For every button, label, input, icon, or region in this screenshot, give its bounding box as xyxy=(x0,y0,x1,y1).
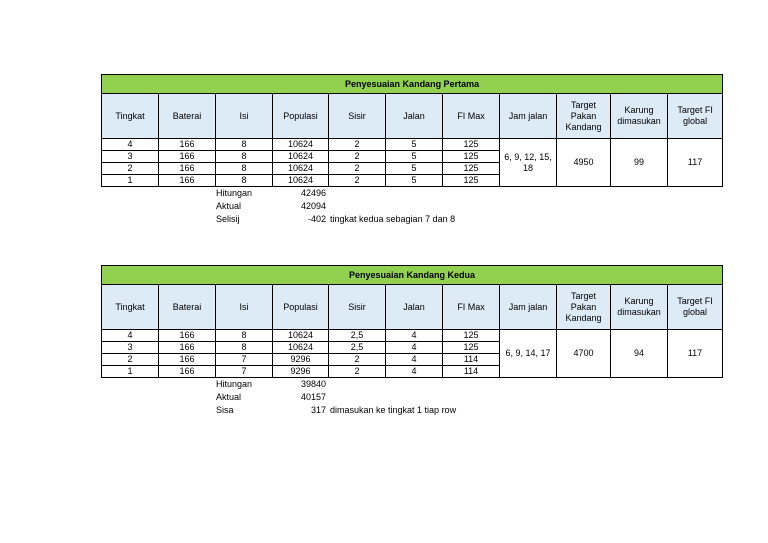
notes-kandang-pertama xyxy=(101,187,722,226)
cell-jalan: 4 xyxy=(386,342,443,354)
header-sisir: Sisir xyxy=(329,285,386,330)
header-jam-jalan: Jam jalan xyxy=(500,285,557,330)
cell-tingkat: 2 xyxy=(102,163,159,175)
header-karung: Karung dimasukan xyxy=(611,94,668,139)
cell-baterai: 166 xyxy=(159,330,216,342)
cell-isi: 8 xyxy=(216,330,273,342)
note-label: Aktual xyxy=(216,392,242,402)
cell-jalan: 5 xyxy=(386,151,443,163)
cell-sisir: 2 xyxy=(329,354,386,366)
note-value: 42496 xyxy=(300,188,326,198)
table-title: Penyesuaian Kandang Pertama xyxy=(102,75,723,94)
cell-fi-max: 125 xyxy=(443,151,500,163)
cell-jam-jalan: 6, 9, 12, 15, 18 xyxy=(500,139,557,187)
cell-jalan: 5 xyxy=(386,139,443,151)
cell-jalan: 4 xyxy=(386,354,443,366)
header-target-pakan: Target Pakan Kandang xyxy=(557,285,611,330)
cell-jalan: 4 xyxy=(386,330,443,342)
notes-kandang-kedua xyxy=(101,378,722,417)
note-text: dimasukan ke tingkat 1 tiap row xyxy=(330,405,457,415)
header-tingkat: Tingkat xyxy=(102,94,159,139)
header-fi-max: FI Max xyxy=(443,94,500,139)
table-kandang-pertama xyxy=(101,74,723,187)
cell-isi: 7 xyxy=(216,354,273,366)
note-value: -402 xyxy=(307,214,326,224)
cell-tingkat: 2 xyxy=(102,354,159,366)
cell-jalan: 5 xyxy=(386,163,443,175)
note-label: Selisij xyxy=(216,214,240,224)
note-row-aktual xyxy=(101,391,722,404)
cell-populasi: 10624 xyxy=(273,163,329,175)
cell-sisir: 2 xyxy=(329,366,386,378)
cell-tingkat: 1 xyxy=(102,366,159,378)
cell-baterai: 166 xyxy=(159,366,216,378)
note-row-aktual xyxy=(101,200,722,213)
cell-target-fi: 117 xyxy=(668,139,723,187)
cell-fi-max: 125 xyxy=(443,175,500,187)
header-sisir: Sisir xyxy=(329,94,386,139)
cell-fi-max: 125 xyxy=(443,342,500,354)
cell-populasi: 10624 xyxy=(273,175,329,187)
section-kandang-pertama xyxy=(101,74,722,224)
cell-populasi: 10624 xyxy=(273,330,329,342)
header-jalan: Jalan xyxy=(386,94,443,139)
table-row xyxy=(102,139,723,151)
cell-tingkat: 3 xyxy=(102,151,159,163)
note-value: 39840 xyxy=(300,379,326,389)
note-row-hitungan xyxy=(101,378,722,391)
cell-fi-max: 125 xyxy=(443,139,500,151)
header-target-fi: Target FI global xyxy=(668,285,723,330)
note-row-sisa xyxy=(101,404,722,417)
cell-jalan: 4 xyxy=(386,366,443,378)
cell-populasi: 10624 xyxy=(273,151,329,163)
cell-sisir: 2 xyxy=(329,139,386,151)
cell-populasi: 10624 xyxy=(273,342,329,354)
cell-jam-jalan: 6, 9, 14, 17 xyxy=(500,330,557,378)
note-label: Sisa xyxy=(216,405,234,415)
header-populasi: Populasi xyxy=(273,94,329,139)
header-fi-max: FI Max xyxy=(443,285,500,330)
cell-fi-max: 114 xyxy=(443,366,500,378)
header-target-pakan: Target Pakan Kandang xyxy=(557,94,611,139)
cell-tingkat: 4 xyxy=(102,330,159,342)
cell-karung: 94 xyxy=(611,330,668,378)
cell-populasi: 10624 xyxy=(273,139,329,151)
cell-isi: 8 xyxy=(216,175,273,187)
cell-jalan: 5 xyxy=(386,175,443,187)
header-populasi: Populasi xyxy=(273,285,329,330)
cell-sisir: 2 xyxy=(329,151,386,163)
cell-baterai: 166 xyxy=(159,151,216,163)
header-jam-jalan: Jam jalan xyxy=(500,94,557,139)
cell-populasi: 9296 xyxy=(273,366,329,378)
header-isi: Isi xyxy=(216,285,273,330)
header-isi: Isi xyxy=(216,94,273,139)
section-kandang-kedua xyxy=(101,265,722,415)
cell-sisir: 2 xyxy=(329,163,386,175)
cell-isi: 8 xyxy=(216,151,273,163)
note-value: 40157 xyxy=(300,392,326,402)
cell-populasi: 9296 xyxy=(273,354,329,366)
note-row-hitungan xyxy=(101,187,722,200)
header-karung: Karung dimasukan xyxy=(611,285,668,330)
cell-baterai: 166 xyxy=(159,354,216,366)
cell-target-pakan: 4700 xyxy=(557,330,611,378)
cell-tingkat: 3 xyxy=(102,342,159,354)
cell-baterai: 166 xyxy=(159,342,216,354)
table-row xyxy=(102,330,723,342)
cell-sisir: 2,5 xyxy=(329,330,386,342)
note-label: Hitungan xyxy=(216,188,253,198)
table-kandang-kedua xyxy=(101,265,723,378)
cell-karung: 99 xyxy=(611,139,668,187)
header-tingkat: Tingkat xyxy=(102,285,159,330)
cell-fi-max: 125 xyxy=(443,330,500,342)
note-row-selisih xyxy=(101,213,722,226)
cell-isi: 8 xyxy=(216,342,273,354)
header-baterai: Baterai xyxy=(159,94,216,139)
cell-isi: 8 xyxy=(216,163,273,175)
note-label: Hitungan xyxy=(216,379,253,389)
cell-isi: 7 xyxy=(216,366,273,378)
table-title: Penyesuaian Kandang Kedua xyxy=(102,266,723,285)
cell-baterai: 166 xyxy=(159,139,216,151)
cell-sisir: 2 xyxy=(329,175,386,187)
note-value: 42094 xyxy=(300,201,326,211)
cell-tingkat: 1 xyxy=(102,175,159,187)
header-jalan: Jalan xyxy=(386,285,443,330)
cell-baterai: 166 xyxy=(159,163,216,175)
cell-fi-max: 114 xyxy=(443,354,500,366)
note-label: Aktual xyxy=(216,201,242,211)
cell-isi: 8 xyxy=(216,139,273,151)
note-text: tingkat kedua sebagian 7 dan 8 xyxy=(330,214,456,224)
cell-target-pakan: 4950 xyxy=(557,139,611,187)
cell-fi-max: 125 xyxy=(443,163,500,175)
note-value: 317 xyxy=(310,405,326,415)
header-baterai: Baterai xyxy=(159,285,216,330)
cell-baterai: 166 xyxy=(159,175,216,187)
header-target-fi: Target FI global xyxy=(668,94,723,139)
cell-target-fi: 117 xyxy=(668,330,723,378)
cell-sisir: 2,5 xyxy=(329,342,386,354)
cell-tingkat: 4 xyxy=(102,139,159,151)
